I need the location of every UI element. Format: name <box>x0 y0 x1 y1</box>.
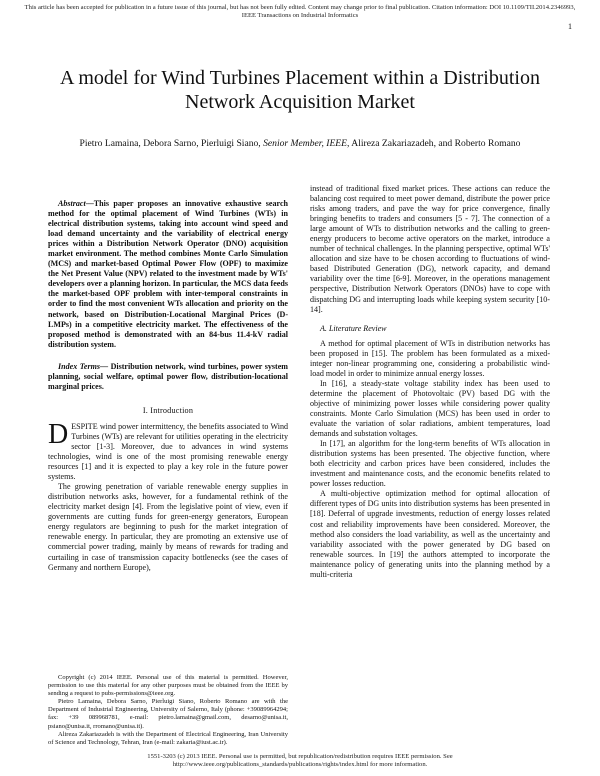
intro-paragraph-1 <box>48 418 288 482</box>
abstract-label: Abstract <box>58 199 86 208</box>
index-terms-text: — Distribution network, wind turbines, power system planning, social welfare, optimal power flow, distribution-locational marginal prices. <box>48 361 288 391</box>
footer-line-2: http://www.ieee.org/publications_standards/publications/rights/index.html for more information. <box>172 761 428 768</box>
index-terms <box>48 362 288 392</box>
footnote-copyright: Copyright (c) 2014 IEEE. Personal use of this material is permitted. However, permission to use this material for any other purposes must be obtained from the IEEE by sending a request to pubs-permissions@ieee.org. <box>48 674 288 698</box>
paper-title: A model for Wind Turbines Placement within a Distribution Network Acquisition Market <box>60 67 540 113</box>
abstract <box>48 199 288 350</box>
intro-paragraph-1-text: ESPITE wind power intermittency, the benefits associated to Wind Turbines (WTs) are relevant for utilities operating in the electricity sector [1-3]. Moreover, due to advances in wind systems technologies, wind is one of the most promising renewable energy resources [1] and it is expected to play a key role in the future power systems. <box>48 421 288 482</box>
page-footer <box>60 753 540 769</box>
journal-notice <box>20 4 580 20</box>
review-paragraph-2: In [16], a steady-state voltage stability index has been used to determine the placement of Photovoltaic (PV) based DG with the objective of minimizing power losses while considering power quality constraints. Monte Carlo Simulation (MCS) has been used in order to evaluate the variation of solar radiations, ambient temperatures, load demands and substation voltages. <box>310 378 550 439</box>
authors-names-rest: , Alireza Zakariazadeh, and Roberto Romano <box>347 138 521 149</box>
review-paragraph-1: A method for optimal placement of WTs in distribution networks has been proposed in [15]. The problem has been formulated as a mixed-integer non-linear programming one, considering a probabilistic wind-load model in order to minimize annual energy losses. <box>310 338 550 378</box>
intro-paragraph-2: The growing penetration of variable renewable energy supplies in distribution networks asks, however, for a fundamental rethink of the electricity market design [4]. From the legislative point of view, even if governments are cutting funds for green-energy generators, European energy regulators are beginning to push for the market integration of renewable energy. In particular, they are promoting an extensive use of commercial power trading, mainly by means of rewards for trading and curtailing in case of transmission capacity bottlenecks (see the cases of Germany and northern Europe), <box>48 482 288 572</box>
index-terms-label: Index Terms <box>58 361 101 371</box>
subsection-heading-literature-review: A. Literature Review <box>320 323 387 333</box>
authors-names: Pietro Lamaina, Debora Sarno, Pierluigi Siano, <box>79 138 264 149</box>
footer-line-1: 1551-3203 (c) 2013 IEEE. Personal use is permitted, but republication/redistribution requires IEEE permission. See <box>147 753 453 760</box>
intro-paragraph-3: instead of traditional fixed market prices. These actions can reduce the balancing cost required to meet power demand, distribute the power price risks among traders, and pave the way for price convergence, finally bringing benefits to traders and consumers [5 - 7]. The connection of a large amount of WTs to distribution networks and the calling to green-energy producers to become active operators on the market, introduce a number of technical challenges. In the planning perspective, optimal WTs' allocation and size have to be chosen according to fluctuations of wind-based Distributed Generation (DG), network capacity, and demand variability over the time [6-9]. Moreover, in the operations management perspective, Distribution Network Operators (DNOs) have to cope with dispatching DG and interrupting loads while keeping system security [10-14]. <box>310 184 550 314</box>
copyright-footnote <box>48 674 288 747</box>
page-number: 1 <box>568 22 572 31</box>
right-column <box>310 184 550 580</box>
author-list <box>70 138 530 151</box>
left-column <box>48 186 288 573</box>
section-heading-introduction: I. Introduction <box>142 405 194 415</box>
abstract-text: —This paper proposes an innovative exhaustive search method for the optimal placement of Wind Turbines (WTs) in electrical distribution systems, taking into account wind speed and load demand uncertainty and the variability of electrical energy prices within a Distribution Network Operator (DNO) acquisition market environment. The method combines Monte Carlo Simulation (MCS) and market-based Optimal Power Flow (OPF) to maximize the Net Present Value (NPV) related to the investment made by WTs' developers over a planning horizon. In particular, the MCS data feeds the market-based OPF problem with inter-temporal constraints in order to find the most convenient WTs allocation and priority on the network, based on Distribution-Locational Marginal Prices (D-LMPs) in a competitive electricity market. The effectiveness of the proposed method is demonstrated with an 84-bus 11.4-kV radial distribution system. <box>48 199 288 349</box>
review-paragraph-4: A multi-objective optimization method for optimal allocation of different types of DG units into distribution systems has been presented in [18]. Deferral of upgrade investments, reduction of energy losses related cost and reliability improvements have been considered. Moreover, the method also considers the load variability, as well as the uncertainty and variability associated with the power generated by DG based on renewable sources. In [19] the authors attempted to incorporate the maintenance policy of generating units into the planning method by a multi-criteria <box>310 489 550 579</box>
footnote-affiliation-2: Alireza Zakariazadeh is with the Department of Electrical Engineering, Iran University of Science and Technology, Tehran, Iran (e-mail: zakaria@iust.ac.ir). <box>48 730 288 746</box>
journal-notice-text: This article has been accepted for publication in a future issue of this journal, but has not been fully edited. Content may change prior to final publication. Citation information: DOI 10.1109/TII.2014.2346993, IEEE Transactions on Industrial Informatics <box>24 4 576 19</box>
author-membership: Senior Member, IEEE <box>263 138 348 149</box>
drop-cap: D <box>48 418 69 450</box>
footnote-affiliation-1: Pietro Lamaina, Debora Sarno, Pierluigi Siano, Roberto Romano are with the Department of Industrial Engineering, University of Salerno, Italy (phone: +39089964294; fax: +39 089968781, e-mail: pietro.lamaina@gmail.com, desarno@unisa.it, psiano@unisa.it, rromano@unisa.it). <box>48 698 288 730</box>
review-paragraph-3: In [17], an algorithm for the long-term benefits of WTs allocation in distribution systems has been presented. The objective function, where both electricity and carbon prices have been considered, includes the investment and maintenance costs, and the economic benefits related to power losses reduction. <box>310 439 550 489</box>
